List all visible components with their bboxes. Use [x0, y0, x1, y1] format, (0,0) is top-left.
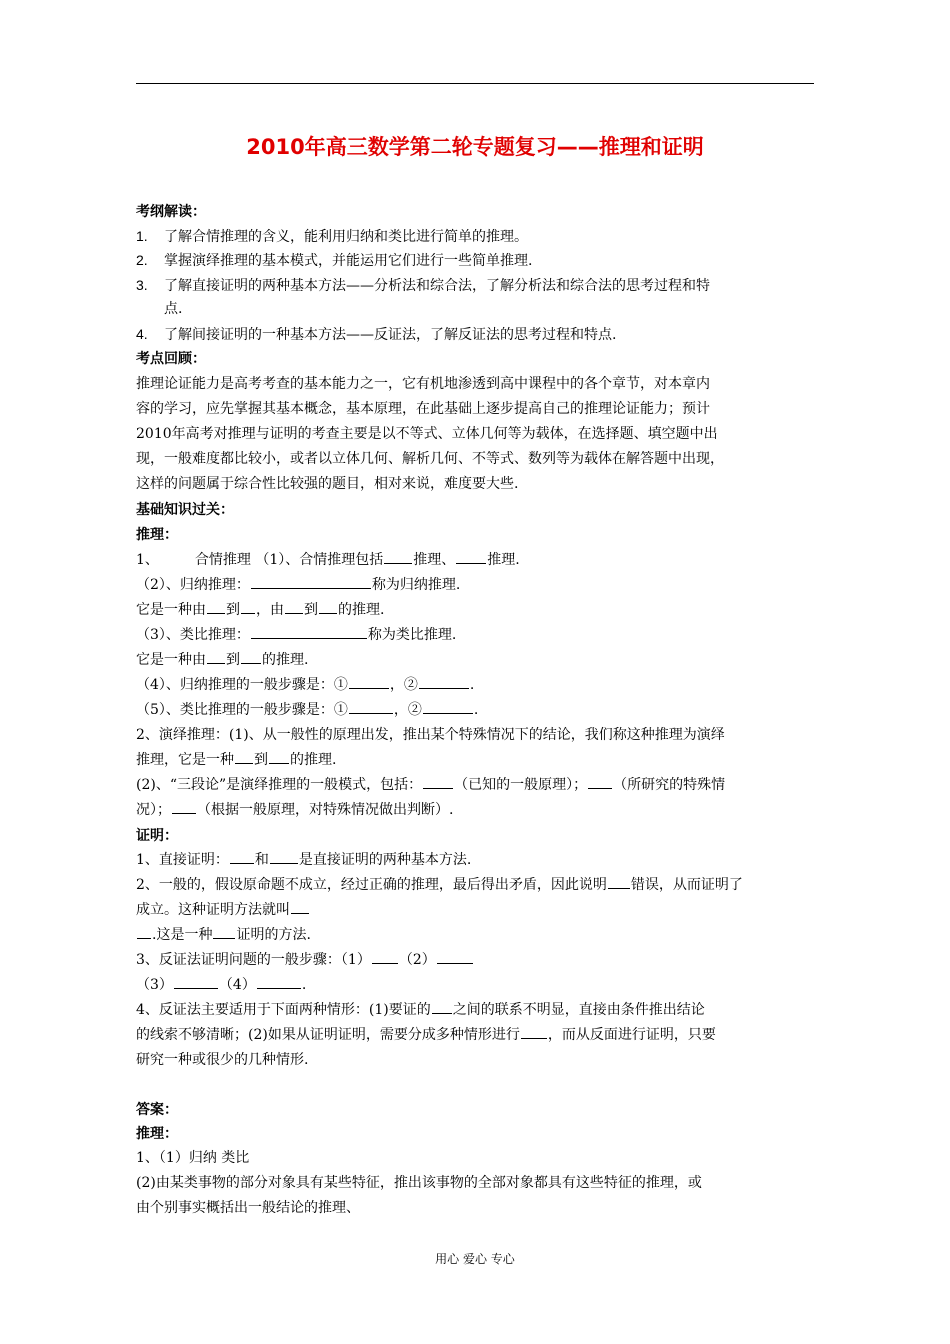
- fill-line-2: （2）、归纳推理： 称为归纳推理.: [136, 573, 816, 597]
- answers-heading: 答案：: [136, 1102, 178, 1118]
- blank: [270, 849, 298, 864]
- answer-line-3: 由个别事实概括出一般结论的推理、: [136, 1200, 360, 1216]
- review-line-1: 推理论证能力是高考考查的基本能力之一，它有机地渗透到高中课程中的各个章节，对本章内: [136, 376, 710, 392]
- blank: [207, 649, 225, 664]
- fill-line-6: （4）、归纳推理的一般步骤是：① ，② .: [136, 673, 816, 697]
- proof-line-3: 成立。这种证明方法就叫: [136, 898, 816, 922]
- blank: [432, 999, 452, 1014]
- proof-line-4: .这是一种 证明的方法.: [136, 923, 816, 947]
- blank: [230, 849, 254, 864]
- fill-line-11: 况）； （根据一般原理，对特殊情况做出判断）.: [136, 798, 816, 822]
- proof-line-1: 1、直接证明： 和 是直接证明的两种基本方法.: [136, 848, 816, 872]
- blank: [257, 974, 301, 989]
- review-line-4: 现，一般难度都比较小，或者以立体几何、解析几何、不等式、数列等为载体在解答题中出现，: [136, 451, 724, 467]
- page-title: 2010年高三数学第二轮专题复习——推理和证明: [246, 135, 704, 159]
- proof-line-9: 研究一种或很少的几种情形.: [136, 1052, 309, 1068]
- answer-line-2: (2)由某类事物的部分对象具有某些特征，推出该事物的全部对象都具有这些特征的推理，或: [136, 1175, 702, 1191]
- fill-line-3: 它是一种由 到 ，由 到 的推理.: [136, 598, 816, 622]
- answer-line-1: 1、（1）归纳 类比: [136, 1150, 250, 1166]
- blank: [172, 799, 196, 814]
- blank: [456, 549, 486, 564]
- review-line-2: 容的学习，应先掌握其基本概念，基本原理，在此基础上逐步提高自己的推理论证能力；预计: [136, 401, 710, 417]
- outline-item-1: 1. 了解合情推理的含义，能利用归纳和类比进行简单的推理。: [136, 228, 528, 245]
- section-heading-outline: 考纲解读：: [136, 204, 206, 220]
- proof-line-2: 2、一般的，假设原命题不成立，经过正确的推理，最后得出矛盾，因此说明 错误，从而证明了: [136, 873, 816, 897]
- fill-line-4: （3）、类比推理： 称为类比推理.: [136, 623, 816, 647]
- blank: [213, 924, 235, 939]
- header-rule: [136, 83, 814, 84]
- blank: [423, 774, 453, 789]
- fill-line-5: 它是一种由 到 的推理.: [136, 648, 816, 672]
- review-line-3: 2010年高考对推理与证明的考查主要是以不等式、立体几何等为载体，在选择题、填空题中出: [136, 426, 718, 442]
- fill-line-8: 2、演绎推理：(1)、从一般性的原理出发，推出某个特殊情况下的结论，我们称这种推理为演绎: [136, 727, 725, 743]
- subheading-proof: 证明：: [136, 828, 178, 844]
- blank: [241, 599, 255, 614]
- blank: [251, 624, 367, 639]
- blank: [174, 974, 218, 989]
- blank: [437, 949, 473, 964]
- blank: [588, 774, 612, 789]
- outline-item-2: 2. 掌握演绎推理的基本模式，并能运用它们进行一些简单推理.: [136, 252, 533, 269]
- fill-line-10: (2)、“三段论”是演绎推理的一般模式，包括： （已知的一般原理）； （所研究的特殊情: [136, 773, 816, 797]
- proof-line-5: 3、反证法证明问题的一般步骤：（1） （2）: [136, 948, 816, 972]
- blank: [372, 949, 398, 964]
- proof-line-6: （3） （4） .: [136, 973, 816, 997]
- section-heading-review: 考点回顾：: [136, 351, 206, 367]
- fill-line-9: 推理，它是一种 到 的推理.: [136, 748, 816, 772]
- blank: [384, 549, 412, 564]
- blank: [251, 574, 371, 589]
- subheading-reasoning: 推理：: [136, 527, 178, 543]
- outline-item-3-cont: 点.: [164, 301, 183, 317]
- review-line-5: 这样的问题属于综合性比较强的题目，相对来说，难度要大些.: [136, 476, 519, 492]
- blank: [137, 924, 151, 939]
- proof-line-8: 的线索不够清晰；(2)如果从证明证明，需要分成多种情形进行 ，而从反面进行证明，只要: [136, 1023, 816, 1047]
- page-footer: 用心 爱心 专心: [435, 1252, 515, 1266]
- blank: [235, 749, 253, 764]
- outline-item-4: 4. 了解间接证明的一种基本方法——反证法，了解反证法的思考过程和特点.: [136, 326, 617, 343]
- blank: [241, 649, 261, 664]
- fill-line-1: 1、 合情推理 （1）、合情推理包括 推理、 推理.: [136, 548, 816, 572]
- proof-line-7: 4、反证法主要适用于下面两种情形：(1)要证的 之间的联系不明显，直接由条件推出结论: [136, 998, 816, 1022]
- fill-line-7: （5）、类比推理的一般步骤是：① ，② .: [136, 698, 816, 722]
- section-heading-basics: 基础知识过关：: [136, 502, 234, 518]
- blank: [423, 699, 473, 714]
- blank: [269, 749, 289, 764]
- blank: [207, 599, 225, 614]
- answers-subheading: 推理：: [136, 1126, 178, 1142]
- blank: [291, 899, 309, 914]
- blank: [419, 674, 469, 689]
- blank: [319, 599, 337, 614]
- blank: [608, 874, 630, 889]
- blank: [521, 1024, 547, 1039]
- blank: [349, 674, 389, 689]
- blank: [349, 699, 393, 714]
- outline-item-3: 3. 了解直接证明的两种基本方法——分析法和综合法，了解分析法和综合法的思考过程和特: [136, 277, 710, 294]
- blank: [285, 599, 303, 614]
